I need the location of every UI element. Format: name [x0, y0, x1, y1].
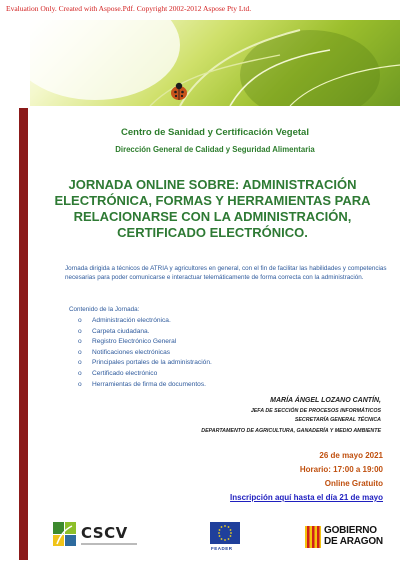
list-item [78, 337, 212, 348]
list-item [78, 327, 212, 338]
feader-label: FEADER [211, 546, 233, 551]
event-time: Horario: 17:00 a 19:00 [299, 465, 383, 474]
list-item-label: Principales portales de la administración. [92, 359, 212, 367]
org-name: Centro de Sanidad y Certificación Vegetal [121, 127, 309, 138]
signer-department: DEPARTAMENTO DE AGRICULTURA, GANADERÍA Y MEDIO AMBIENTE [201, 428, 381, 434]
signer-role: JEFA DE SECCIÓN DE PROCESOS INFORMÁTICOS [250, 408, 381, 414]
feader-logo [210, 522, 240, 554]
contents-list [78, 316, 212, 390]
signer-name: MARÍA ÁNGEL LOZANO CANTÍN, [270, 397, 381, 404]
list-item-label: Carpeta ciudadana. [92, 327, 150, 335]
bullet-glyph: o [78, 338, 82, 346]
gobierno-line2: DE ARAGON [324, 536, 383, 547]
registration-link[interactable]: Inscripción aquí hasta el día 21 de mayo [230, 493, 383, 502]
bullet-glyph: o [78, 380, 82, 388]
list-item [78, 358, 212, 369]
directorate-name: Dirección General de Calidad y Seguridad Alimentaria [115, 145, 315, 154]
evaluation-watermark: Evaluation Only. Created with Aspose.Pdf. Copyright 2002-2012 Aspose Pty Ltd. [6, 4, 252, 13]
contents-heading: Contenido de la Jornada: [69, 306, 140, 313]
header-banner-image [30, 20, 400, 106]
aragon-crest-icon [305, 526, 321, 548]
list-item [78, 369, 212, 380]
event-cost: Online Gratuito [324, 479, 383, 488]
list-item-label: Administración electrónica. [92, 317, 171, 324]
list-item-label: Notificaciones electrónicas [92, 348, 171, 356]
gobierno-aragon-logo [305, 525, 395, 551]
gobierno-line1: GOBIERNO [324, 525, 377, 536]
cscv-tagline-line [81, 543, 137, 545]
side-accent-bar [19, 108, 28, 560]
list-item [78, 380, 212, 391]
cscv-logo [52, 520, 142, 550]
bullet-glyph: o [78, 348, 82, 356]
event-date: 26 de mayo 2021 [319, 451, 383, 460]
event-title: JORNADA ONLINE SOBRE: ADMINISTRACIÓN ELECTRÓNICA, FORMAS Y HERRAMIENTAS PARA RELACIONARSE CON LA ADMINISTRACIÓN, CERTIFICADO ELECTRÓNICO. [54, 177, 371, 240]
eu-flag-icon [210, 522, 240, 544]
cscv-wordmark: CSCV [81, 524, 128, 542]
intro-paragraph: Jornada dirigida a técnicos de ATRIA y agricultores en general, con el fin de facilitar las habilidades y competencias necesarias para poder comunicarse e interactuar telemáticamente de forma correcta con la administración. [65, 265, 387, 281]
bullet-glyph: o [78, 369, 82, 377]
list-item [78, 316, 212, 327]
ladybug-icon [168, 80, 190, 102]
plant-stems-graphic [30, 20, 400, 106]
list-item-label: Certificado electrónico [92, 369, 158, 377]
bullet-glyph: o [78, 317, 82, 324]
bullet-glyph: o [78, 359, 82, 367]
list-item-label: Herramientas de firma de documentos. [92, 380, 206, 388]
list-item [78, 348, 212, 359]
list-item-label: Registro Electrónico General [92, 338, 177, 346]
bullet-glyph: o [78, 327, 82, 335]
signer-secretariat: SECRETARÍA GENERAL TÉCNICA [294, 417, 381, 423]
cscv-emblem-icon [52, 520, 78, 548]
